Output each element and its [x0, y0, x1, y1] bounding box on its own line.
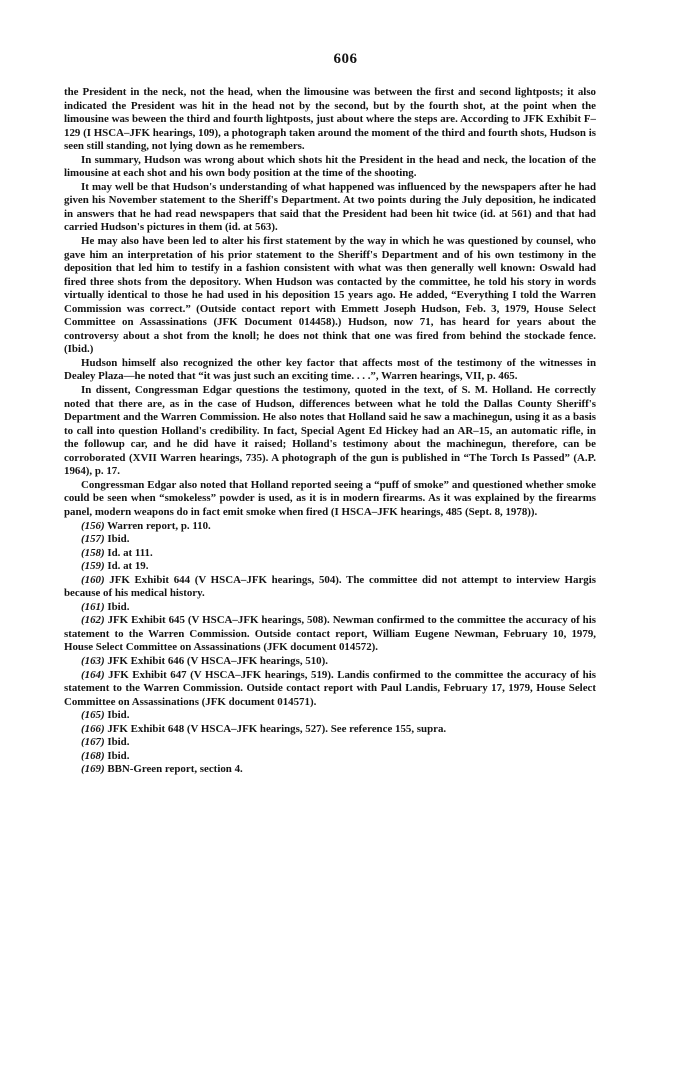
footnote-text: JFK Exhibit 648 (V HSCA–JFK hearings, 527). See reference 155, supra. [107, 722, 447, 735]
body-paragraph: He may also have been led to alter his first statement by the way in which he was questioned by counsel, who gave him an interpretation of his prior statement to the Sheriff's Department and of his own testimony in the deposition that led him to testify in a fashion consistent with what was then generally well known: Oswald had fired three shots from the depository. When Hudson was contacted by the committee, he told his story in words virtually identical to those he had used in his deposition 15 years ago. He added, “Everything I told the Warren Commission was correct.” (Outside contact report with Emmett Joseph Hudson, Feb. 3, 1979, House Select Committee on Assassinations (JFK Document 014458).) Hudson, now 71, has heard for years about the controversy about a shot from the knoll; he does not think that one was fired from behind the stockade fence. (Ibid.) [64, 235, 596, 356]
page-number: 606 [333, 51, 358, 67]
footnote-text: Warren report, p. 110. [107, 519, 211, 532]
footnote-item [64, 750, 596, 764]
footnote-number: (165) [81, 709, 105, 722]
paragraph-list [64, 86, 596, 520]
footnote-item [64, 669, 596, 710]
footnote-number: (167) [81, 736, 105, 749]
footnote-text: Id. at 111. [107, 546, 153, 559]
footnote-number: (156) [81, 519, 105, 532]
body-paragraph: In summary, Hudson was wrong about which shots hit the President in the head and neck, the location of the limousine at each shot and his own body position at the time of the shooting. [64, 153, 596, 180]
footnote-number: (161) [81, 600, 105, 613]
body-paragraph: Congressman Edgar also noted that Holland reported seeing a “puff of smoke” and questioned whether smoke could be seen when “smokeless” powder is used, as it is in modern firearms. As it was explained by the firearms panel, modern weapons do in fact emit smoke when fired (I HSCA–JFK hearings, 485 (Sept. 8, 1978)). [64, 478, 596, 518]
footnote-list [64, 520, 596, 777]
footnote-text: JFK Exhibit 647 (V HSCA–JFK hearings, 519). Landis confirmed to the committee the accuracy of his statement to the Warren Commission. Outside contact report with Paul Landis, February 17, 1979, House Select Committee on Assassinations (JFK document 014571). [64, 668, 596, 708]
footnote-item [64, 723, 596, 737]
footnote-number: (158) [81, 546, 105, 559]
footnote-item [64, 709, 596, 723]
footnote-item [64, 763, 596, 777]
footnote-item [64, 574, 596, 601]
body-paragraph: Hudson himself also recognized the other key factor that affects most of the testimony of the witnesses in Dealey Plaza—he noted that “it was just such an exciting time. . . .”, Warren hearings, VII, p. 465. [64, 356, 596, 383]
footnote-number: (163) [81, 654, 105, 667]
footnote-item [64, 560, 596, 574]
footnote-text: JFK Exhibit 645 (V HSCA–JFK hearings, 508). Newman confirmed to the committee the accuracy of his statement to the Warren Commission. Outside contact report, William Eugene Newman, February 10, 1979, House Select Committee on Assassinations (JFK document 014572). [64, 614, 596, 654]
footnote-number: (168) [81, 749, 105, 762]
footnote-item [64, 533, 596, 547]
footnote-number: (157) [81, 533, 105, 546]
body-text [64, 86, 596, 777]
footnote-number: (159) [81, 560, 105, 573]
footnote-text: Ibid. [107, 736, 130, 749]
footnote-text: BBN-Green report, section 4. [107, 763, 243, 776]
footnote-text: JFK Exhibit 646 (V HSCA–JFK hearings, 510). [107, 654, 328, 667]
footnote-number: (166) [81, 722, 105, 735]
footnote-item [64, 655, 596, 669]
footnote-item [64, 520, 596, 534]
footnote-item [64, 547, 596, 561]
body-paragraph: It may well be that Hudson's understanding of what happened was influenced by the newspapers after he had given his November statement to the Sheriff's Department. At two points during the July deposition, he indicated in answers that he had read newspapers that said that the President had been hit twice (id. at 561) and that had carried Hudson's pictures in them (id. at 563). [64, 180, 596, 234]
footnote-text: Ibid. [107, 749, 130, 762]
footnote-number: (169) [81, 763, 105, 776]
footnote-item [64, 736, 596, 750]
body-paragraph: the President in the neck, not the head, when the limousine was between the first and second lightposts; it also indicated the President was hit in the head not by the second, but by the fourth shot, at the point when the limousine was beween the third and fourth lightposts, just about where the steps are. According to JFK Exhibit F–129 (I HSCA–JFK hearings, 109), a photograph taken around the moment of the third and fourth shots, Hudson is seen still standing, not lying down as he remembers. [64, 86, 596, 153]
body-paragraph: In dissent, Congressman Edgar questions the testimony, quoted in the text, of S. M. Holland. He correctly noted that there are, as in the case of Hudson, differences between what he told the Dallas County Sheriff's Department and the Warren Commission. He also notes that Holland said he saw a machinegun, using it as a basis to call into question Holland's credibility. In fact, Special Agent Ed Hickey had an AR–15, an automatic rifle, in the followup car, and he did have it raised; Holland's testimony about the machinegun, therefore, can be corroborated (XVII Warren hearings, 735). A photograph of the gun is published in “The Torch Is Passed” (A.P. 1964), p. 17. [64, 384, 596, 478]
footnote-text: Ibid. [107, 709, 130, 722]
footnote-item [64, 601, 596, 615]
footnote-item [64, 614, 596, 655]
footnote-number: (162) [81, 614, 105, 627]
footnote-text: JFK Exhibit 644 (V HSCA–JFK hearings, 504). The committee did not attempt to interview Hargis because of his medical history. [64, 573, 596, 600]
footnote-number: (160) [81, 573, 105, 586]
footnote-number: (164) [81, 668, 105, 681]
footnote-text: Ibid. [107, 600, 130, 613]
footnote-text: Ibid. [107, 533, 130, 546]
footnote-text: Id. at 19. [107, 560, 149, 573]
